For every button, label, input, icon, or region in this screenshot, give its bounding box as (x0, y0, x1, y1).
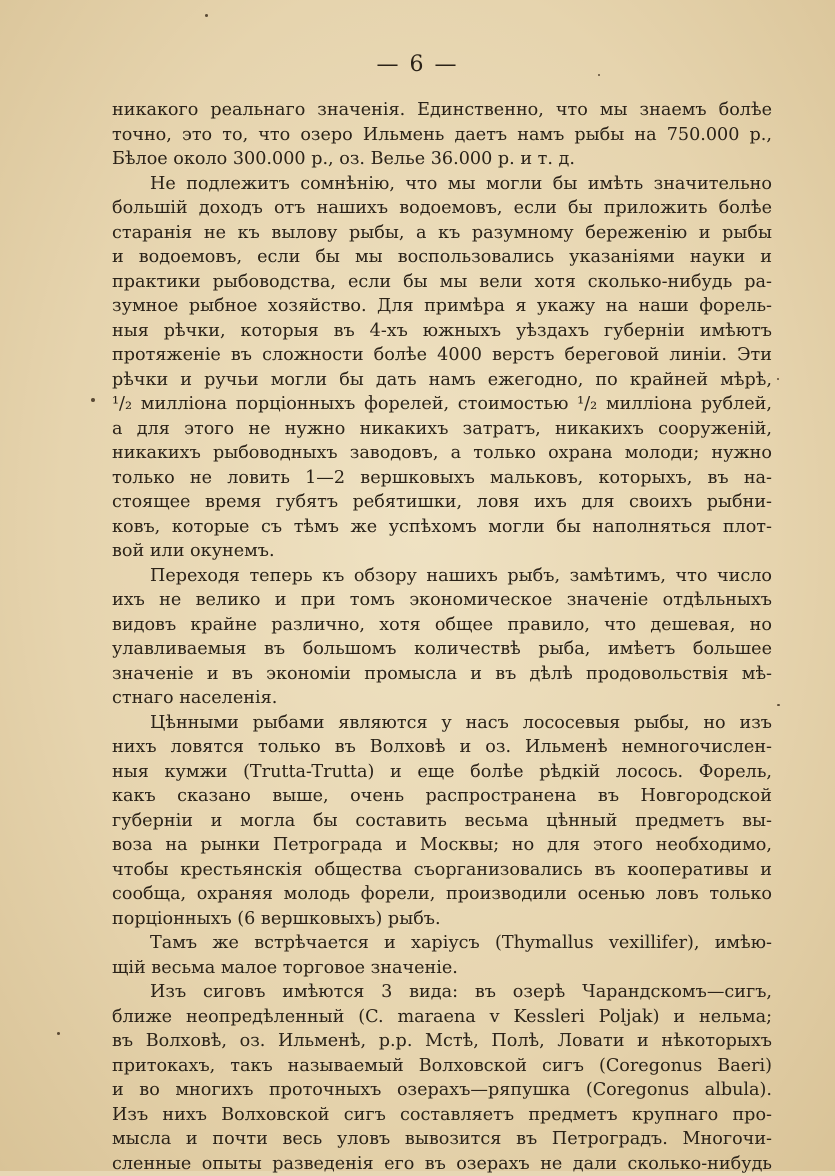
text-line: старанія не къ вылову рыбы, а къ разумному береженію и рыбы (112, 221, 772, 246)
text-line: Не подлежитъ сомнѣнію, что мы могли бы имѣть значительно (112, 172, 772, 197)
text-line: вой или окунемъ. (112, 539, 772, 564)
text-line: Цѣнными рыбами являются у насъ лососевыя рыбы, но изъ (112, 711, 772, 736)
text-line: Переходя теперь къ обзору нашихъ рыбъ, замѣтимъ, что число (112, 564, 772, 589)
text-line: сообща, охраняя молодь форели, производили осенью ловъ только (112, 882, 772, 907)
text-line: улавливаемыя въ большомъ количествѣ рыба, имѣетъ большее (112, 637, 772, 662)
text-line: сленные опыты разведенія его въ озерахъ не дали сколько-нибудь (112, 1152, 772, 1176)
text-line: Изъ нихъ Волховской сигъ составляетъ предметъ крупнаго про- (112, 1103, 772, 1128)
print-speck (205, 14, 208, 17)
text-line: практики рыбоводства, если бы мы вели хотя сколько-нибудь ра- (112, 270, 772, 295)
text-line: рѣчки и ручьи могли бы дать намъ ежегодно, по крайней мѣрѣ, (112, 368, 772, 393)
print-speck (598, 74, 600, 76)
text-line: стнаго населенія. (112, 686, 772, 711)
text-line: большій доходъ отъ нашихъ водоемовъ, если бы приложить болѣе (112, 196, 772, 221)
text-line: ихъ не велико и при томъ экономическое значеніе отдѣльныхъ (112, 588, 772, 613)
text-line: щій весьма малое торговое значеніе. (112, 956, 772, 981)
text-line: зумное рыбное хозяйство. Для примѣра я укажу на наши форель- (112, 294, 772, 319)
text-line: только не ловить 1—2 вершковыхъ мальковъ, которыхъ, въ на- (112, 466, 772, 491)
text-line: и во многихъ проточныхъ озерахъ—ряпушка (Coregonus albula). (112, 1078, 772, 1103)
print-speck (777, 378, 779, 380)
text-line: ныя рѣчки, которыя въ 4-хъ южныхъ уѣздахъ губерніи имѣютъ (112, 319, 772, 344)
text-line: какъ сказано выше, очень распространена въ Новгородской (112, 784, 772, 809)
text-line: ближе неопредѣленный (C. maraena v Kessleri Poljak) и нельма; (112, 1005, 772, 1030)
text-line: ковъ, которые съ тѣмъ же успѣхомъ могли бы наполняться плот- (112, 515, 772, 540)
text-line: видовъ крайне различно, хотя общее правило, что дешевая, но (112, 613, 772, 638)
print-speck (777, 704, 780, 706)
text-line: никакого реальнаго значенія. Единственно, что мы знаемъ болѣе (112, 98, 772, 123)
text-line: протяженіе въ сложности болѣе 4000 верстъ береговой линіи. Эти (112, 343, 772, 368)
body-text (112, 98, 772, 1176)
text-line: Бѣлое около 300.000 р., оз. Велье 36.000 р. и т. д. (112, 147, 772, 172)
text-line: губерніи и могла бы составить весьма цѣнный предметъ вы- (112, 809, 772, 834)
text-line: ¹/₂ милліона порціонныхъ форелей, стоимостью ¹/₂ милліона рублей, (112, 392, 772, 417)
text-line: никакихъ рыбоводныхъ заводовъ, а только охрана молоди; нужно (112, 441, 772, 466)
text-line: чтобы крестьянскія общества съорганизовались въ кооперативы и (112, 858, 772, 883)
text-line: воза на рынки Петрограда и Москвы; но для этого необходимо, (112, 833, 772, 858)
text-line: стоящее время губятъ ребятишки, ловя ихъ для своихъ рыбни- (112, 490, 772, 515)
print-speck (57, 1032, 60, 1035)
page-number: — 6 — (0, 52, 835, 77)
text-line: порціонныхъ (6 вершковыхъ) рыбъ. (112, 907, 772, 932)
text-line: мысла и почти весь уловъ вывозится въ Петроградъ. Многочи- (112, 1127, 772, 1152)
text-line: притокахъ, такъ называемый Волховской сигъ (Coregonus Baeri) (112, 1054, 772, 1079)
text-line: Тамъ же встрѣчается и харіусъ (Thymallus vexillifer), имѣю- (112, 931, 772, 956)
text-line: значеніе и въ экономіи промысла и въ дѣлѣ продовольствія мѣ- (112, 662, 772, 687)
text-line: и водоемовъ, если бы мы воспользовались указаніями науки и (112, 245, 772, 270)
text-line: въ Волховѣ, оз. Ильменѣ, р.р. Мстѣ, Полѣ, Ловати и нѣкоторыхъ (112, 1029, 772, 1054)
text-line: а для этого не нужно никакихъ затратъ, никакихъ сооруженій, (112, 417, 772, 442)
text-line: Изъ сиговъ имѣются 3 вида: въ озерѣ Чарандскомъ—сигъ, (112, 980, 772, 1005)
text-line: нихъ ловятся только въ Волховѣ и оз. Ильменѣ немногочислен- (112, 735, 772, 760)
text-line: точно, это то, что озеро Ильмень даетъ намъ рыбы на 750.000 р., (112, 123, 772, 148)
print-speck (91, 398, 95, 402)
text-line: ныя кумжи (Trutta-Trutta) и еще болѣе рѣдкій лосось. Форель, (112, 760, 772, 785)
